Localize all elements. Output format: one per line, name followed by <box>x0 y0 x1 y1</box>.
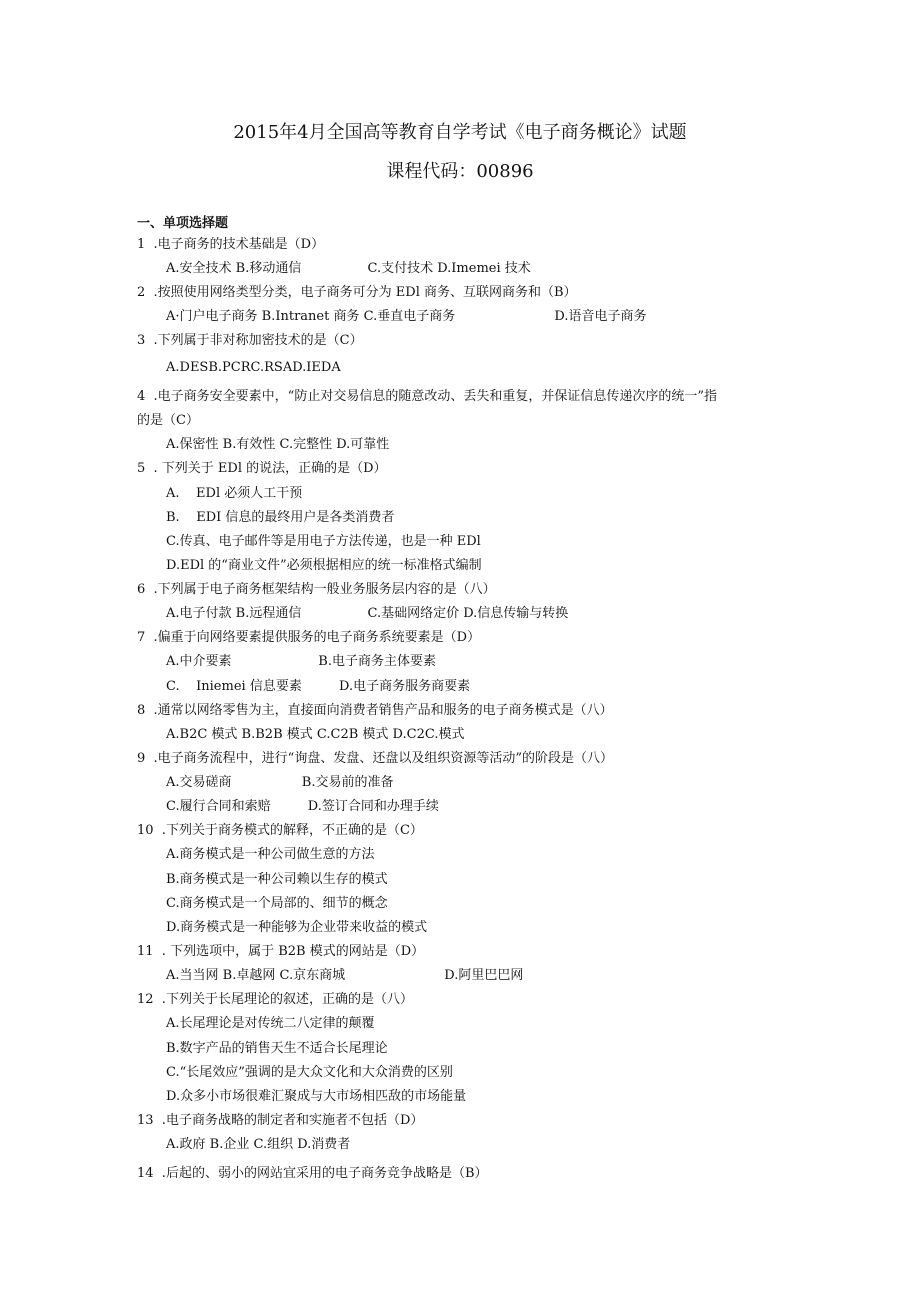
question-line: 9 .电子商务流程中，进行“询盘、发盘、还盘以及组织资源等活动”的阶段是（八） <box>137 751 613 766</box>
page-title: 2015年4月全国高等教育自学考试《电子商务概论》试题 <box>233 122 687 143</box>
question-line: 13 .电子商务战略的制定者和实施者不包括（D） <box>137 1113 424 1128</box>
option-line: C.商务模式是一个局部的、细节的概念 <box>166 896 388 911</box>
option-line: A.当当网 B.卓越网 C.京东商城 D.阿里巴巴网 <box>166 968 524 983</box>
option-line: A. EDl 必须人工干预 <box>166 486 303 501</box>
option-line: A·门户电子商务 B.Intranet 商务 C.垂直电子商务 D.语音电子商务 <box>166 309 647 324</box>
question-line: 14 .后起的、弱小的网站宜采用的电子商务竞争战略是（B） <box>137 1166 488 1181</box>
question-line: 8 .通常以网络零售为主，直接面向消费者销售产品和服务的电子商务模式是（八） <box>137 703 613 718</box>
question-line: 5 . 下列关于 EDl 的说法，正确的是（D） <box>137 461 387 476</box>
option-line: A.B2C 模式 B.B2B 模式 C.C2B 模式 D.C2C.模式 <box>166 727 465 742</box>
question-line: 11 . 下列选项中，属于 B2B 模式的网站是（D） <box>137 944 425 959</box>
option-line: A.DESB.PCRC.RSAD.IEDA <box>166 360 341 375</box>
option-line: C.履行合同和索赔 D.签订合同和办理手续 <box>166 799 439 814</box>
question-line: 4 .电子商务安全要素中，“防止对交易信息的随意改动、丢失和重复，并保证信息传递次序的统一”指 <box>137 389 717 404</box>
option-line: B. EDI 信息的最终用户是各类消费者 <box>166 510 395 525</box>
question-line: 3 .下列属于非对称加密技术的是（C） <box>137 333 363 348</box>
option-line: A.商务模式是一种公司做生意的方法 <box>166 847 375 862</box>
option-line: B.商务模式是一种公司赖以生存的模式 <box>166 872 388 887</box>
question-line: 2 .按照使用网络类型分类，电子商务可分为 EDl 商务、互联网商务和（B） <box>137 285 577 300</box>
option-line: C.“长尾效应”强调的是大众文化和大众消费的区别 <box>166 1065 453 1080</box>
option-line: A.长尾理论是对传统二八定律的颠覆 <box>166 1016 375 1031</box>
option-line: D.众多小市场很难汇聚成与大市场相匹敌的市场能量 <box>166 1089 467 1104</box>
option-line: A.安全技术 B.移动通信 C.支付技术 D.Imemei 技术 <box>166 261 531 276</box>
question-line: 10 .下列关于商务模式的解释，不正确的是（C） <box>137 823 423 838</box>
question-line: 的是（C） <box>137 413 199 428</box>
question-line: 12 .下列关于长尾理论的叙述，正确的是（八） <box>137 992 413 1007</box>
option-line: A.政府 B.企业 C.组织 D.消费者 <box>166 1137 351 1152</box>
section-heading: 一、单项选择题 <box>137 216 229 231</box>
option-line: D.EDl 的“商业文件”必须根据相应的统一标准格式编制 <box>166 558 482 573</box>
option-line: C.传真、电子邮件等是用电子方法传递，也是一种 EDl <box>166 534 481 549</box>
question-line: 6 .下列属于电子商务框架结构一般业务服务层内容的是（八） <box>137 582 496 597</box>
question-line: 1 .电子商务的技术基础是（D） <box>137 237 325 252</box>
option-line: A.交易磋商 B.交易前的准备 <box>166 775 394 790</box>
option-line: C. Iniemei 信息要素 D.电子商务服务商要素 <box>166 679 471 694</box>
option-line: D.商务模式是一种能够为企业带来收益的模式 <box>166 920 428 935</box>
course-code: 课程代码：00896 <box>386 161 534 182</box>
option-line: A.电子付款 B.远程通信 C.基础网络定价 D.信息传输与转换 <box>166 606 569 621</box>
option-line: B.数字产品的销售天生不适合长尾理论 <box>166 1041 388 1056</box>
question-line: 7 .偏重于向网络要素提供服务的电子商务系统要素是（D） <box>137 630 481 645</box>
option-line: A.保密性 B.有效性 C.完整性 D.可靠性 <box>166 437 390 452</box>
option-line: A.中介要素 B.电子商务主体要素 <box>166 654 436 669</box>
